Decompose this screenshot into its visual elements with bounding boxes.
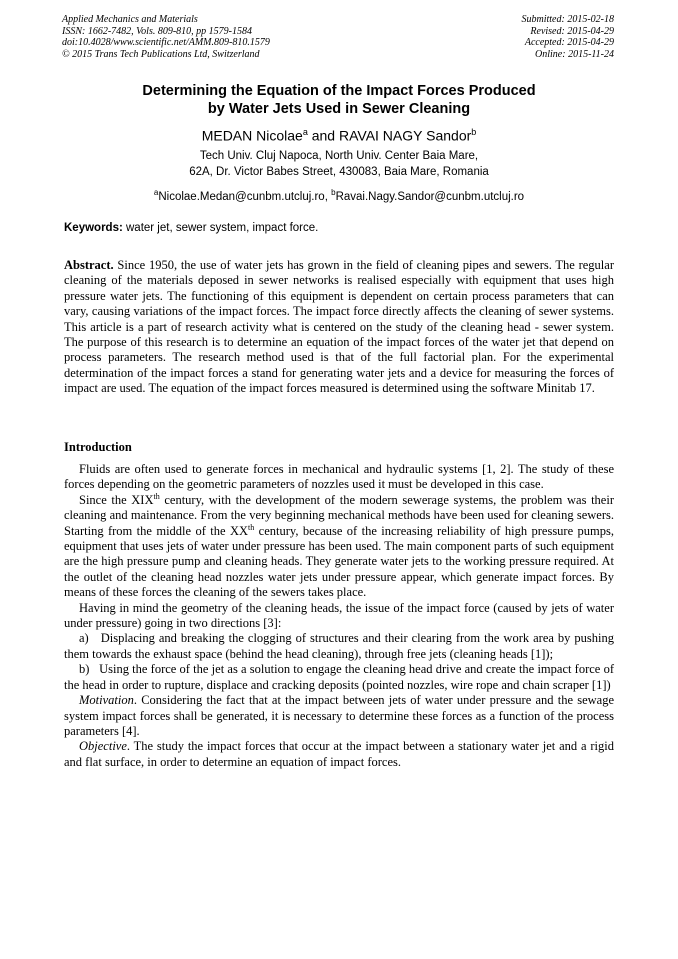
abstract-text: Since 1950, the use of water jets has grown in the field of cleaning pipes and sewers. The regular cleaning of the materials deposed in sewer networks is realised especially with equipment that uses high pressure water jets. The functioning of this equipment is dependent on certain process parameters that can vary, causing variations of the impact forces. The impact force directly affects the cleaning of sewer systems. This article is a part of research activity what is centered on the study of the cleaning head - sewer system. The purpose of this research is to determine an equation of the impact forces of the water jet that depend on process parameters. The research method used is that of the full factorial plan. For the experimental determination of the impact forces a stand for generating water jets and a device for measuring the forces of impact are used. The equation of the impact forces measured is determined using the software Minitab 17. bbox=[64, 258, 614, 396]
author-list bbox=[64, 123, 614, 145]
intro-list-item-b bbox=[64, 662, 614, 693]
intro-paragraph-2 bbox=[64, 493, 614, 601]
intro-list-item-a bbox=[64, 631, 614, 662]
author-emails bbox=[64, 185, 614, 205]
intro-list-item-a-text: a) Displacing and breaking the clogging of structures and their clearing from the work area by pushing them towards the exhaust space (behind the head cleaning), through free jets (cleaning heads [1]); bbox=[64, 631, 614, 661]
date-online: Online: 2015-11-24 bbox=[535, 48, 614, 60]
section-heading-introduction: Introduction bbox=[64, 440, 132, 454]
keywords-label: Keywords: bbox=[64, 222, 123, 234]
email-b[interactable]: Ravai.Nagy.Sandor@cunbm.utcluj.ro bbox=[335, 190, 525, 203]
intro-paragraph-3 bbox=[64, 601, 614, 632]
journal-info bbox=[62, 14, 270, 60]
intro-list-item-b-text: b) Using the force of the jet as a solution to engage the cleaning head drive and create the impact force of the head in order to rupture, displace and cracking deposits (pointed nozzles, wire rope and chain scraper [1]) bbox=[64, 662, 614, 692]
author-2: RAVAI NAGY Sandor bbox=[338, 127, 472, 144]
author-2-mark: b bbox=[471, 127, 477, 137]
intro-paragraph-2-text-a: Since the XIX bbox=[79, 492, 154, 507]
motivation-text: . Considering the fact that at the impact between jets of water under pressure and the sewage system impact forces shall be generated, it is necessary to determine these forces as a function of the process parameters [4]. bbox=[64, 693, 614, 738]
author-1: MEDAN Nicolae bbox=[201, 127, 303, 144]
publication-dates bbox=[522, 14, 615, 60]
abstract bbox=[64, 258, 614, 397]
intro-paragraph-2-text-b: century, with the development of the modern sewerage systems, the problem was their cleaning and maintenance. From the very beginning mechanical methods have been used for cleaning sewers. Starting from the middle of the XX bbox=[64, 492, 614, 538]
intro-paragraph-1 bbox=[64, 462, 614, 493]
ordinal-superscript: th bbox=[248, 522, 255, 532]
keywords bbox=[64, 220, 614, 236]
journal-issn: ISSN: 1662-7482, Vols. 809-810, pp 1579-1584 bbox=[62, 25, 252, 37]
email-a-mark: a bbox=[153, 188, 159, 197]
title-line-2: by Water Jets Used in Sewer Cleaning bbox=[207, 101, 471, 117]
intro-paragraph-2-text-c: century, because of the increasing reliability of high pressure pumps, equipment that uses jets of water under pressure has been used. The main component parts of such equipment are the high pressure pump and cleaning heads. They generate water jets to the working pressure required. At the outlet of the cleaning head nozzles water jets under pressure appear, which generate impact forces. By means of these forces the cleaning of the sewers takes place. bbox=[64, 523, 615, 600]
author-1-mark: a bbox=[302, 127, 308, 137]
title-line-1: Determining the Equation of the Impact Forces Produced bbox=[142, 83, 536, 99]
objective-text: . The study the impact forces that occur at the impact between a stationary water jet and a rigid and flat surface, in order to determine an equation of impact forces. bbox=[64, 739, 614, 769]
introduction-section bbox=[64, 462, 614, 770]
intro-paragraph-1-text: Fluids are often used to generate forces in mechanical and hydraulic systems [1, 2]. The study of these forces depending on the geometric parameters of nozzles used it must be developed in this case. bbox=[64, 462, 614, 492]
affiliation bbox=[64, 148, 614, 180]
email-a[interactable]: Nicolae.Medan@cunbm.utcluj.ro, bbox=[158, 190, 332, 203]
affiliation-line-2: 62A, Dr. Victor Babes Street, 430083, Baia Mare, Romania bbox=[189, 166, 489, 178]
date-revised: Revised: 2015-04-29 bbox=[530, 25, 614, 37]
ordinal-superscript: th bbox=[153, 491, 160, 501]
email-b-mark: b bbox=[331, 188, 336, 197]
intro-motivation bbox=[64, 693, 614, 739]
affiliation-line-1: Tech Univ. Cluj Napoca, North Univ. Center Baia Mare, bbox=[199, 150, 479, 162]
author-separator: and bbox=[307, 127, 339, 144]
journal-doi: doi:10.4028/www.scientific.net/AMM.809-810.1579 bbox=[62, 37, 270, 48]
intro-objective bbox=[64, 739, 614, 770]
keywords-text: water jet, sewer system, impact force. bbox=[122, 222, 319, 234]
paper-title bbox=[64, 82, 614, 118]
journal-name: Applied Mechanics and Materials bbox=[62, 14, 198, 25]
date-submitted: Submitted: 2015-02-18 bbox=[521, 14, 614, 25]
date-accepted: Accepted: 2015-04-29 bbox=[524, 37, 614, 48]
abstract-label: Abstract. bbox=[64, 258, 114, 272]
objective-label: Objective bbox=[79, 739, 127, 754]
motivation-label: Motivation bbox=[79, 693, 134, 708]
intro-paragraph-3-text: Having in mind the geometry of the cleaning heads, the issue of the impact force (caused by jets of water under pressure) going in two directions [3]: bbox=[64, 600, 614, 631]
journal-copyright: © 2015 Trans Tech Publications Ltd, Switzerland bbox=[62, 48, 260, 60]
